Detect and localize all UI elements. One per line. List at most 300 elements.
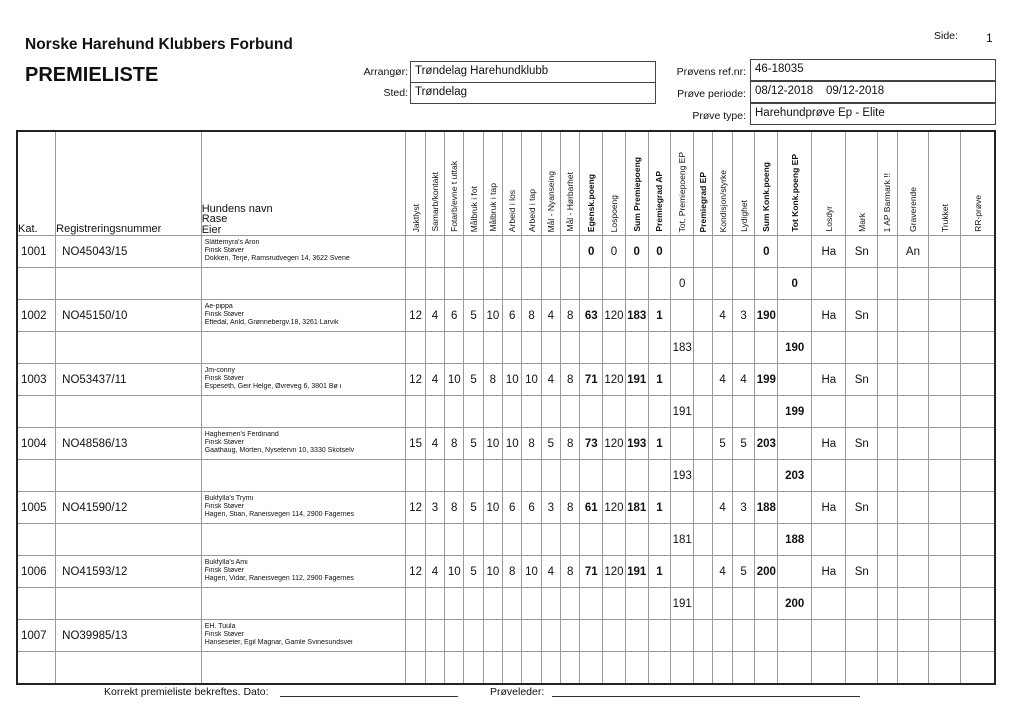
score-cell: 8 (561, 364, 580, 396)
score-cell (648, 588, 671, 620)
table-row (17, 364, 995, 396)
score-cell: 10 (483, 428, 502, 460)
score-cell: 200 (755, 556, 778, 588)
table-row (17, 300, 995, 332)
score-cell: 120 (603, 556, 626, 588)
score-cell (694, 396, 713, 428)
score-cell (846, 396, 878, 428)
score-cell (522, 236, 541, 268)
score-cell: 199 (778, 396, 812, 428)
table-row (17, 556, 995, 588)
score-cell (812, 652, 846, 685)
score-cell (541, 268, 560, 300)
score-cell (812, 524, 846, 556)
score-cell (929, 236, 961, 268)
score-cell (878, 492, 897, 524)
score-cell: 183 (671, 332, 694, 364)
col-header-label: Jaktlyst (410, 203, 421, 232)
reg-cell-blank (56, 332, 202, 364)
score-cell: 4 (713, 556, 732, 588)
dog-breed: Finsk Støver (204, 503, 245, 510)
col-0 (406, 131, 425, 236)
score-cell (929, 460, 961, 492)
score-cell (483, 332, 502, 364)
col-20 (846, 131, 878, 236)
score-cell: 8 (445, 492, 464, 524)
score-cell (406, 332, 425, 364)
score-cell (713, 620, 732, 652)
score-cell (406, 588, 425, 620)
score-cell (897, 524, 929, 556)
score-cell (694, 652, 713, 685)
dog-name: Bukfylla's Trymi (204, 495, 254, 502)
score-cell: 183 (625, 300, 648, 332)
score-cell: 203 (755, 428, 778, 460)
score-cell (483, 524, 502, 556)
leader-line[interactable] (552, 696, 860, 697)
col-15 (713, 131, 732, 236)
score-cell (522, 332, 541, 364)
score-cell (755, 268, 778, 300)
score-cell: Sn (846, 300, 878, 332)
score-cell (522, 268, 541, 300)
score-cell: 4 (713, 300, 732, 332)
sted-field: Trøndelag (410, 82, 656, 104)
score-cell (732, 332, 755, 364)
score-cell (694, 620, 713, 652)
score-cell: 8 (503, 556, 522, 588)
score-cell (625, 332, 648, 364)
dog-breed: Finsk Støver (204, 631, 245, 638)
score-cell (425, 396, 444, 428)
col-header-label: Mål - Hørbarhet (565, 172, 576, 232)
score-cell: Ha (812, 236, 846, 268)
score-cell (445, 396, 464, 428)
dog-cell (201, 300, 406, 332)
score-cell (580, 396, 603, 428)
col-header-label: RR-prøve (972, 195, 983, 232)
reg-cell: NO53437/11 (56, 364, 202, 396)
score-cell: 12 (406, 364, 425, 396)
score-cell (897, 652, 929, 685)
score-cell: Sn (846, 492, 878, 524)
score-cell (406, 268, 425, 300)
score-cell: 0 (755, 236, 778, 268)
score-cell (425, 620, 444, 652)
col-header-label: 1 AP Barmark !! (882, 172, 893, 232)
reg-cell: NO45150/10 (56, 300, 202, 332)
score-cell (812, 268, 846, 300)
score-cell (625, 620, 648, 652)
score-cell (961, 364, 995, 396)
dog-cell-blank (201, 652, 406, 685)
dog-cell-blank (201, 588, 406, 620)
dog-name: Bukfylla's Ami (204, 559, 248, 566)
score-cell (483, 396, 502, 428)
col-12 (648, 131, 671, 236)
col-19 (812, 131, 846, 236)
score-cell (812, 332, 846, 364)
col-17 (755, 131, 778, 236)
score-cell: 4 (713, 492, 732, 524)
col-4 (483, 131, 502, 236)
score-cell (464, 460, 483, 492)
score-cell (755, 588, 778, 620)
score-cell (878, 364, 897, 396)
score-cell (561, 652, 580, 685)
kat-cell-blank (17, 524, 56, 556)
periode-label: Prøve periode: (677, 88, 746, 100)
score-cell: 10 (522, 556, 541, 588)
score-cell (503, 460, 522, 492)
arrangor-label: Arrangør: (363, 66, 408, 78)
score-cell (713, 396, 732, 428)
score-cell: 191 (671, 396, 694, 428)
col-header-label: Egensk.poeng (586, 173, 597, 232)
col-18 (778, 131, 812, 236)
score-cell (897, 588, 929, 620)
score-cell (778, 364, 812, 396)
score-cell (503, 236, 522, 268)
score-cell (755, 524, 778, 556)
col-header-label: Kondisjon/styrke (717, 169, 728, 232)
col-header-label: Losdyr (823, 206, 834, 232)
score-cell (503, 396, 522, 428)
score-cell: 199 (755, 364, 778, 396)
score-cell (878, 556, 897, 588)
score-cell (671, 364, 694, 396)
dog-cell (201, 492, 406, 524)
col-24 (961, 131, 995, 236)
score-cell (878, 300, 897, 332)
score-cell (897, 364, 929, 396)
score-cell (445, 588, 464, 620)
col-header-label: Mål - Nyanseing (545, 170, 556, 232)
score-cell: Sn (846, 428, 878, 460)
dog-owner: Hagen, Vidar, Raneisvegen 112, 2900 Fagernes (204, 575, 354, 582)
score-cell (580, 620, 603, 652)
col-header-label: Sum Premiepoeng (631, 157, 642, 232)
kat-cell: 1005 (17, 492, 56, 524)
score-cell (483, 652, 502, 685)
col-8 (561, 131, 580, 236)
score-cell: 5 (464, 556, 483, 588)
score-cell (713, 332, 732, 364)
periode-from: 08/12-2018 (755, 85, 814, 97)
score-cell (929, 524, 961, 556)
score-cell (929, 492, 961, 524)
score-cell (671, 300, 694, 332)
score-cell (671, 428, 694, 460)
score-cell: 5 (464, 364, 483, 396)
score-cell (425, 460, 444, 492)
col-header-label: Arbeid i los (507, 189, 518, 232)
score-cell (694, 236, 713, 268)
score-cell (541, 332, 560, 364)
score-cell (961, 396, 995, 428)
score-cell: 4 (541, 300, 560, 332)
kat-cell-blank (17, 460, 56, 492)
col-header-label: Målbruk i tap (487, 183, 498, 232)
page-number: 1 (986, 31, 993, 45)
score-cell: 8 (445, 428, 464, 460)
score-cell (812, 460, 846, 492)
col-header-label: Premiegrad EP (698, 171, 709, 232)
score-cell (561, 524, 580, 556)
score-cell (929, 620, 961, 652)
score-cell: 190 (778, 332, 812, 364)
score-cell (406, 652, 425, 685)
col-16 (732, 131, 755, 236)
score-cell (561, 620, 580, 652)
score-cell (648, 620, 671, 652)
dog-breed: Finsk Støver (204, 247, 245, 254)
kat-cell-blank (17, 652, 56, 685)
score-cell (732, 588, 755, 620)
score-cell (603, 268, 626, 300)
score-cell: 120 (603, 492, 626, 524)
score-cell: Ha (812, 428, 846, 460)
score-cell (483, 236, 502, 268)
score-cell: 12 (406, 556, 425, 588)
score-cell (878, 460, 897, 492)
kat-cell: 1002 (17, 300, 56, 332)
score-cell (671, 492, 694, 524)
dog-cell-blank (201, 396, 406, 428)
dog-owner: Espeseth, Geir Helge, Øvreveg 6, 3801 Bø i (204, 383, 342, 390)
score-cell (929, 652, 961, 685)
score-cell: Sn (846, 236, 878, 268)
col-10 (603, 131, 626, 236)
score-cell: 8 (483, 364, 502, 396)
dog-owner: Hagen, Stian, Raneisvegen 114, 2900 Fagernes (204, 511, 355, 518)
score-cell (713, 652, 732, 685)
table-subrow (17, 332, 995, 364)
score-cell (625, 652, 648, 685)
score-cell (464, 236, 483, 268)
ref-field: 46-18035 (750, 59, 996, 81)
score-cell: 203 (778, 460, 812, 492)
score-cell (603, 652, 626, 685)
score-cell: 10 (483, 556, 502, 588)
score-cell: 63 (580, 300, 603, 332)
score-cell (755, 652, 778, 685)
dog-name: Slåttemyra's Aron (204, 239, 260, 246)
score-cell (846, 332, 878, 364)
score-cell: Ha (812, 556, 846, 588)
score-cell (878, 428, 897, 460)
table-subrow (17, 524, 995, 556)
score-cell (561, 332, 580, 364)
header-row (17, 131, 995, 236)
col-kat: Kat. (17, 131, 56, 236)
score-cell: 120 (603, 300, 626, 332)
score-cell (694, 556, 713, 588)
score-cell (445, 236, 464, 268)
score-cell (929, 300, 961, 332)
col-23 (929, 131, 961, 236)
score-cell: 0 (671, 268, 694, 300)
score-cell (503, 332, 522, 364)
score-cell (878, 236, 897, 268)
score-cell (878, 620, 897, 652)
score-cell: An (897, 236, 929, 268)
score-cell (483, 268, 502, 300)
col-header-label: Samarb/kontakt (429, 172, 440, 232)
score-cell: 10 (503, 428, 522, 460)
col-header-label: Mark (856, 213, 867, 232)
score-cell (406, 396, 425, 428)
col-dog-owner: Eier (201, 223, 222, 236)
kat-cell: 1004 (17, 428, 56, 460)
score-cell: 1 (648, 428, 671, 460)
col-header-label: Lospoeng (608, 194, 619, 232)
score-cell: 3 (732, 300, 755, 332)
score-cell (625, 524, 648, 556)
score-cell: 181 (671, 524, 694, 556)
score-cell: 12 (406, 300, 425, 332)
score-cell (445, 652, 464, 685)
score-cell (625, 396, 648, 428)
score-cell (648, 652, 671, 685)
score-cell (445, 460, 464, 492)
score-cell (464, 332, 483, 364)
score-cell (561, 396, 580, 428)
col-header-label: Trukket (939, 203, 950, 232)
col-14 (694, 131, 713, 236)
score-cell (561, 588, 580, 620)
score-cell: 71 (580, 556, 603, 588)
score-cell (625, 460, 648, 492)
score-cell (541, 396, 560, 428)
score-cell: 8 (561, 492, 580, 524)
score-cell (580, 460, 603, 492)
score-cell: Sn (846, 364, 878, 396)
score-cell: Ha (812, 300, 846, 332)
reg-cell-blank (56, 524, 202, 556)
dog-cell-blank (201, 524, 406, 556)
score-cell (713, 524, 732, 556)
col-header-label: Graverende (907, 187, 918, 232)
col-header-label: Fotarb/evne t uttak (449, 161, 460, 232)
col-9 (580, 131, 603, 236)
score-cell: 8 (561, 300, 580, 332)
col-header-label: Målbruk i fot (468, 185, 479, 232)
score-cell (778, 236, 812, 268)
type-field: Harehundprøve Ep - Elite (750, 103, 996, 125)
score-cell (648, 524, 671, 556)
score-cell (812, 396, 846, 428)
score-cell (694, 332, 713, 364)
kat-cell: 1001 (17, 236, 56, 268)
dog-owner: Dokken, Terje, Ramsrudvegen 14, 3622 Svene (204, 255, 350, 262)
dog-cell (201, 364, 406, 396)
score-cell (929, 396, 961, 428)
confirm-label: Korrekt premieliste bekreftes. Dato: (104, 686, 269, 698)
score-cell: 10 (483, 300, 502, 332)
score-cell (603, 396, 626, 428)
score-cell (878, 268, 897, 300)
sted-label: Sted: (383, 87, 408, 99)
score-cell (961, 236, 995, 268)
score-cell (445, 524, 464, 556)
score-cell (406, 460, 425, 492)
score-cell (648, 268, 671, 300)
score-cell (541, 652, 560, 685)
score-cell: 0 (580, 236, 603, 268)
score-cell (732, 620, 755, 652)
kat-cell-blank (17, 396, 56, 428)
score-cell: 4 (425, 300, 444, 332)
score-cell: 6 (503, 300, 522, 332)
page-title: PREMIELISTE (25, 64, 159, 86)
score-cell: 8 (522, 428, 541, 460)
score-cell (755, 396, 778, 428)
score-cell (929, 556, 961, 588)
score-cell (694, 524, 713, 556)
score-cell: 200 (778, 588, 812, 620)
score-cell: 4 (732, 364, 755, 396)
score-cell (778, 428, 812, 460)
score-cell: 190 (755, 300, 778, 332)
score-cell: 5 (541, 428, 560, 460)
dog-breed: Finsk Støver (204, 375, 245, 382)
score-cell (541, 620, 560, 652)
score-cell (878, 652, 897, 685)
reg-cell-blank (56, 268, 202, 300)
score-cell: 8 (561, 428, 580, 460)
score-cell (648, 396, 671, 428)
score-cell: 5 (464, 492, 483, 524)
score-cell (561, 460, 580, 492)
score-cell: 5 (464, 428, 483, 460)
col-7 (541, 131, 560, 236)
score-cell (445, 620, 464, 652)
score-cell (464, 652, 483, 685)
score-cell (580, 588, 603, 620)
col-header-label: Premiegrad AP (654, 171, 665, 232)
dog-cell-blank (201, 460, 406, 492)
reg-cell: NO41590/12 (56, 492, 202, 524)
kat-cell: 1006 (17, 556, 56, 588)
kat-cell: 1007 (17, 620, 56, 652)
score-cell (580, 524, 603, 556)
score-cell (694, 492, 713, 524)
dog-cell (201, 236, 406, 268)
score-cell (961, 620, 995, 652)
score-cell (929, 364, 961, 396)
col-21 (878, 131, 897, 236)
score-cell (522, 652, 541, 685)
table-row (17, 428, 995, 460)
leader-label: Prøveleder: (490, 686, 545, 698)
score-cell (648, 332, 671, 364)
score-cell (694, 460, 713, 492)
score-cell (425, 524, 444, 556)
dog-name: Jm-conny (204, 367, 236, 374)
date-line[interactable] (280, 696, 458, 697)
ref-label: Prøvens ref.nr: (676, 66, 746, 78)
score-cell: 15 (406, 428, 425, 460)
dog-cell-blank (201, 268, 406, 300)
score-cell (732, 652, 755, 685)
score-cell (812, 588, 846, 620)
score-cell (694, 364, 713, 396)
score-cell: Ha (812, 364, 846, 396)
score-cell: 1 (648, 364, 671, 396)
score-cell (713, 588, 732, 620)
score-cell (425, 332, 444, 364)
